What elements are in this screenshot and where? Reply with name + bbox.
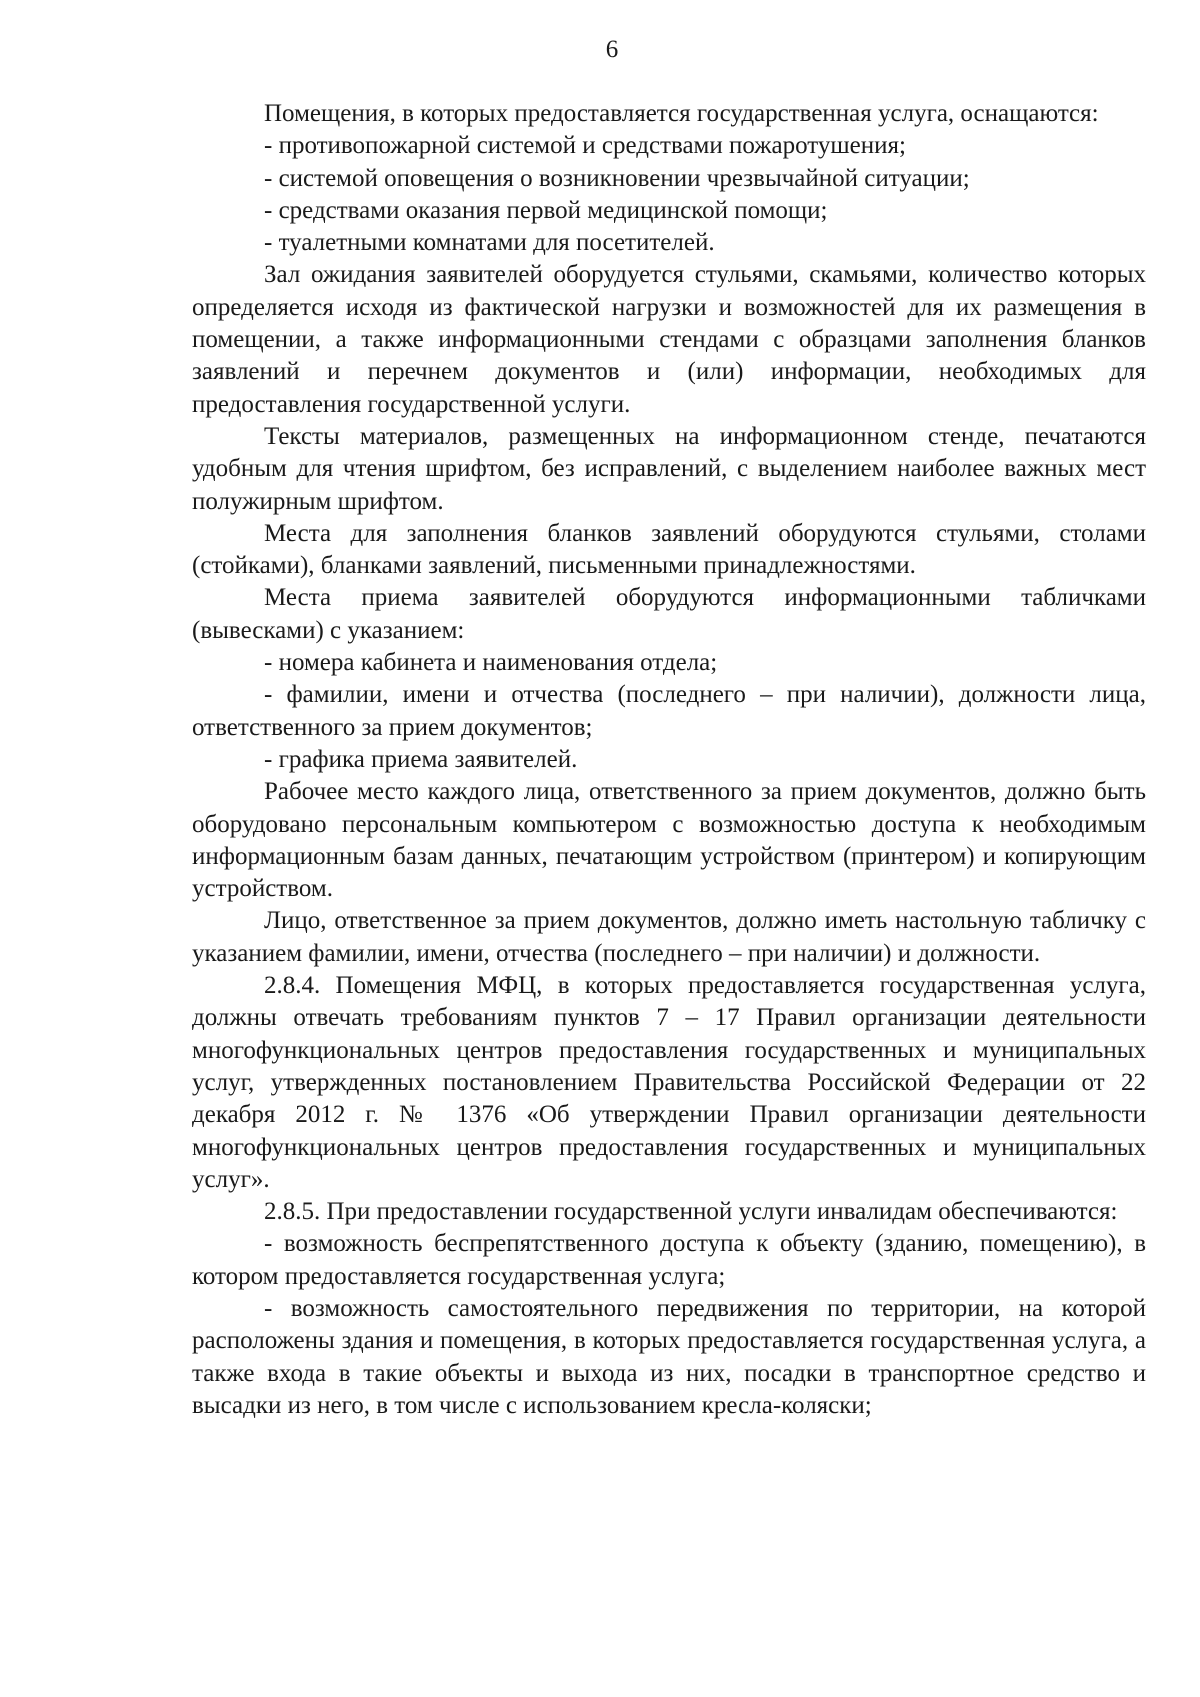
list-item: - системой оповещения о возникновении чрезвычайной ситуации; xyxy=(264,164,970,192)
section-paragraph: 2.8.4. Помещения МФЦ, в которых предоставляется государственная услуга, должны отвечать требованиям пунктов 7 – 17 Правил организации деятельности многофункциональных центров предоставления государственных и муниципальных услуг, утвержденных постановлением Правительства Российской Федерации от 22 декабря 2012 г. № 1376 «Об утверждении Правил организации деятельности многофункциональных центров предоставления государственных и муниципальных услуг». xyxy=(192,972,1146,1193)
paragraph: Помещения, в которых предоставляется государственная услуга, оснащаются: xyxy=(264,100,1099,127)
section-paragraph: 2.8.5. При предоставлении государственной услуги инвалидам обеспечиваются: xyxy=(264,1198,1118,1226)
list-item: - возможность самостоятельного передвижения по территории, на которой расположены здания и помещения, в которых предоставляется государственная услуга, а также входа в такие объекты и выхода из них, посадки в транспортное средство и высадки из него, в том числе с использованием кресла-коляски; xyxy=(192,1294,1146,1419)
document-body xyxy=(192,98,1146,1422)
paragraph: Рабочее место каждого лица, ответственного за прием документов, должно быть оборудовано персональным компьютером с возможностью доступа к необходимым информационным базам данных, печатающим устройством (принтером) и копирующим устройством. xyxy=(192,778,1146,903)
list-item: - противопожарной системой и средствами пожаротушения; xyxy=(264,132,906,160)
list-item: - фамилии, имени и отчества (последнего – при наличии), должности лица, ответственного за прием документов; xyxy=(192,681,1146,741)
list-item: - туалетными комнатами для посетителей. xyxy=(264,229,715,257)
list-item: - графика приема заявителей. xyxy=(264,745,578,773)
paragraph: Зал ожидания заявителей оборудуется стульями, скамьями, количество которых определяется исходя из фактической нагрузки и возможностей для их размещения в помещении, а также информационными стендами с образцами заполнения бланков заявлений и перечнем документов и (или) информации, необходимых для предоставления государственной услуги. xyxy=(192,261,1146,418)
paragraph: Тексты материалов, размещенных на информационном стенде, печатаются удобным для чтения шрифтом, без исправлений, с выделением наиболее важных мест полужирным шрифтом. xyxy=(192,422,1146,515)
list-item: - средствами оказания первой медицинской помощи; xyxy=(264,196,828,224)
paragraph: Места приема заявителей оборудуются информационными табличками (вывесками) с указанием: xyxy=(192,584,1146,644)
page-number: 6 xyxy=(605,36,619,63)
paragraph: Лицо, ответственное за прием документов, должно иметь настольную табличку с указанием фамилии, имени, отчества (последнего – при наличии) и должности. xyxy=(192,907,1146,967)
list-item: - возможность беспрепятственного доступа к объекту (зданию, помещению), в котором предоставляется государственная услуга; xyxy=(192,1230,1146,1290)
list-item: - номера кабинета и наименования отдела; xyxy=(264,649,718,677)
paragraph: Места для заполнения бланков заявлений оборудуются стульями, столами (стойками), бланками заявлений, письменными принадлежностями. xyxy=(192,519,1146,580)
